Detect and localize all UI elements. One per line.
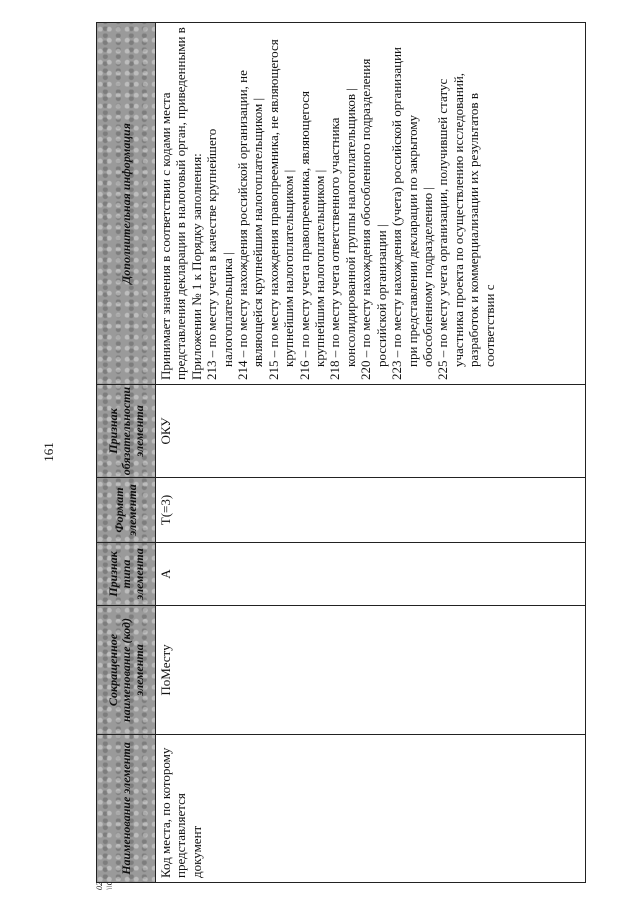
- info-intro: Принимает значения в соответствии с кодами места представления декларации в налоговый орган, приведенными в Приложении № 1 к Порядку заполнения:: [158, 27, 204, 380]
- code-item: 216 – по месту учета правопреемника, являющегося крупнейшим налогоплательщиком |: [296, 90, 328, 380]
- header-short-name: Сокращенное наименование (код) элемента: [97, 606, 156, 735]
- page-number: 161: [41, 442, 56, 462]
- cell-format: T(=3): [156, 478, 586, 543]
- code-item: 223 – по месту нахождения (учета) российской организации при представлении декларации по закрытому обособленному подразделению |: [389, 46, 435, 380]
- header-type: Признак типа элемента: [97, 543, 156, 606]
- code-item: 225 – по месту учета организации, получившей статус участника проекта по осуществлению исследований, разработок и коммерциализации их результатов в соответствии с: [435, 72, 497, 380]
- cell-element-name: Код места, по которому представляется документ: [156, 735, 586, 883]
- header-element-name: Наименование элемента: [97, 735, 156, 883]
- header-required: Признак обязательности элемента: [97, 385, 156, 478]
- code-item: 220 – по месту нахождения обособленного подразделения российской организации |: [358, 58, 389, 380]
- code-item: 213 – по месту учета в качестве крупнейшего налогоплательщика |: [204, 128, 235, 380]
- code-item: 218 – по месту учета ответственного участника консолидированной группы налогоплательщиков |: [327, 88, 358, 380]
- header-format: Формат элемента: [97, 478, 156, 543]
- cell-type: А: [156, 543, 586, 606]
- rotated-table-container: [96, 23, 586, 883]
- code-item: 215 – по месту нахождения правопреемника, не являющегося крупнейшим налогоплательщиком |: [265, 39, 297, 380]
- header-info: Дополнительная информация: [97, 23, 156, 385]
- table-row: [156, 23, 586, 883]
- element-table: [96, 22, 586, 883]
- cell-short-name: ПоМесту: [156, 606, 586, 735]
- cell-required: ОКУ: [156, 385, 586, 478]
- table-header-row: [97, 23, 156, 883]
- code-list: [204, 27, 497, 380]
- code-item: 214 – по месту нахождения российской организации, не являющейся крупнейшим налогоплательщиком |: [235, 70, 266, 380]
- cell-info: [156, 23, 586, 385]
